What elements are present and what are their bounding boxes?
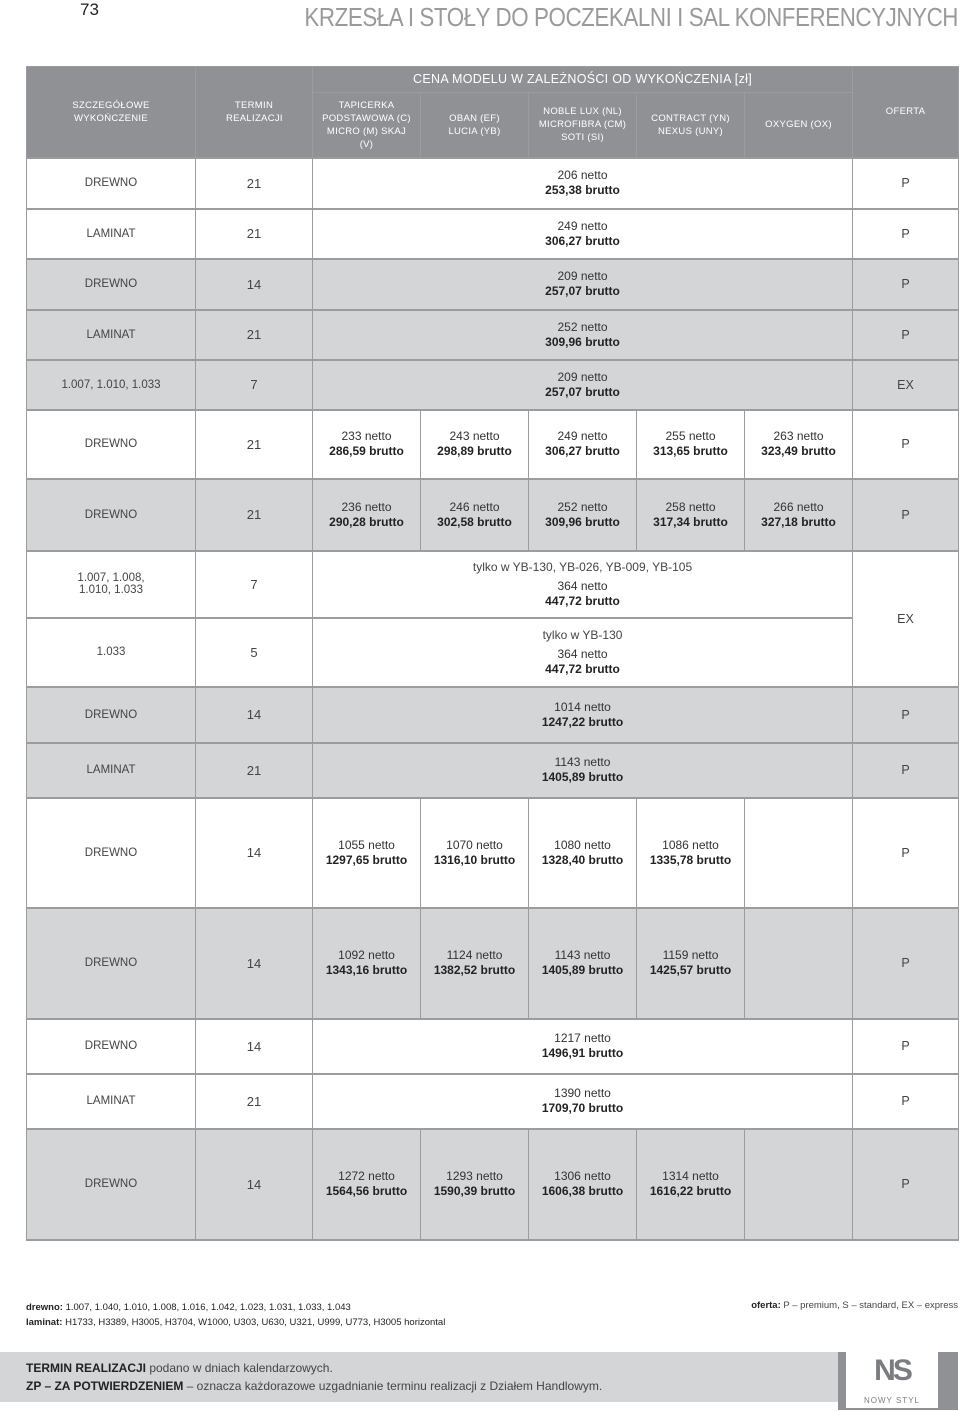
header-price-col: CONTRACT (YN) NEXUS (UNY) xyxy=(637,93,745,158)
table-row xyxy=(27,259,959,310)
header-offer: OFERTA xyxy=(853,67,959,158)
table-row xyxy=(27,479,959,551)
price-cell xyxy=(745,908,853,1019)
price-cell xyxy=(313,259,853,310)
finish-cell: LAMINAT xyxy=(27,310,196,360)
price-cell xyxy=(529,908,637,1019)
price-cell xyxy=(529,410,637,479)
page-title: KRZESŁA I STOŁY DO POCZEKALNI I SAL KONFERENCYJNYCH xyxy=(304,2,958,32)
price-net: 364 netto xyxy=(557,578,608,593)
price-cell xyxy=(313,1074,853,1129)
price-gross: 1316,10 brutto xyxy=(433,852,516,867)
price-gross: 323,49 brutto xyxy=(761,444,836,458)
offer-cell: P xyxy=(853,410,959,479)
price-gross: 1382,52 brutto xyxy=(433,963,516,977)
legend-label: laminat: xyxy=(26,1317,63,1328)
price-cell xyxy=(745,410,853,479)
header-price-col: OXYGEN (OX) xyxy=(745,93,853,158)
price-net: 249 netto xyxy=(557,218,608,233)
price-cell xyxy=(529,479,637,551)
term-cell: 14 xyxy=(196,1129,313,1240)
footer-line-1 xyxy=(26,1361,333,1375)
footer-note xyxy=(0,1352,922,1402)
price-net: 1070 netto xyxy=(446,837,503,852)
price-net: 1080 netto xyxy=(554,837,611,852)
price-gross: 1328,40 brutto xyxy=(541,852,624,867)
price-cell xyxy=(421,410,529,479)
price-cell xyxy=(529,1129,637,1240)
term-cell: 14 xyxy=(196,259,313,310)
finish-cell: DREWNO xyxy=(27,1129,196,1240)
term-cell: 21 xyxy=(196,743,313,798)
page-number: 73 xyxy=(80,0,99,19)
legend-offer xyxy=(751,1300,958,1311)
term-cell: 14 xyxy=(196,687,313,743)
table-row xyxy=(27,410,959,479)
price-net: 266 netto xyxy=(773,499,824,514)
price-cell xyxy=(421,1129,529,1240)
price-gross: 1405,89 brutto xyxy=(541,770,624,784)
price-net: 1086 netto xyxy=(662,837,719,852)
price-gross: 290,28 brutto xyxy=(329,514,404,529)
header-finish: SZCZEGÓŁOWE WYKOŃCZENIE xyxy=(27,67,196,158)
price-net: 263 netto xyxy=(773,429,824,443)
footer-line-2 xyxy=(26,1379,602,1393)
price-net: 252 netto xyxy=(557,499,608,514)
price-gross: 313,65 brutto xyxy=(653,444,728,458)
price-net: 206 netto xyxy=(557,168,608,182)
footer-text: – oznacza każdorazowe uzgadnianie terminu realizacji z Działem Handlowym. xyxy=(183,1379,603,1393)
price-cell xyxy=(421,479,529,551)
price-cell xyxy=(421,908,529,1019)
term-cell: 21 xyxy=(196,158,313,209)
legend-label: oferta: xyxy=(751,1300,781,1311)
legend-drewno xyxy=(26,1300,445,1315)
term-cell: 21 xyxy=(196,1074,313,1129)
term-cell: 7 xyxy=(196,360,313,410)
price-gross: 302,58 brutto xyxy=(437,514,512,529)
price-cell xyxy=(637,479,745,551)
logo-mark: NS xyxy=(874,1354,910,1387)
price-gross: 1343,16 brutto xyxy=(325,963,408,977)
price-gross: 1496,91 brutto xyxy=(541,1046,624,1060)
offer-cell: P xyxy=(853,1129,959,1240)
price-gross: 317,34 brutto xyxy=(653,514,728,529)
price-net: 233 netto xyxy=(341,429,392,443)
price-net: 236 netto xyxy=(341,499,392,514)
finish-cell: DREWNO xyxy=(27,479,196,551)
offer-cell: P xyxy=(853,1074,959,1129)
price-gross: 286,59 brutto xyxy=(329,444,404,458)
logo-text: NOWY STYL xyxy=(864,1396,920,1405)
price-cell xyxy=(637,908,745,1019)
price-cell xyxy=(313,1129,421,1240)
term-cell: 14 xyxy=(196,798,313,908)
price-gross: 1335,78 brutto xyxy=(649,852,732,867)
legend-label: drewno: xyxy=(26,1302,63,1313)
price-cell xyxy=(313,479,421,551)
price-net: 1055 netto xyxy=(338,837,395,852)
price-net: 249 netto xyxy=(557,429,608,443)
header-price-group: CENA MODELU W ZALEŻNOŚCI OD WYKOŃCZENIA [zł] xyxy=(313,67,853,93)
finish-cell: DREWNO xyxy=(27,410,196,479)
footer-bold: ZP – ZA POTWIERDZENIEM xyxy=(26,1379,184,1393)
offer-cell: P xyxy=(853,158,959,209)
term-cell: 21 xyxy=(196,310,313,360)
price-cell xyxy=(313,798,421,908)
price-gross: 1606,38 brutto xyxy=(541,1184,624,1198)
footer-text: podano w dniach kalendarzowych. xyxy=(146,1361,333,1375)
price-gross: 1425,57 brutto xyxy=(649,963,732,977)
finish-cell: DREWNO xyxy=(27,158,196,209)
finish-cell: DREWNO xyxy=(27,908,196,1019)
price-cell xyxy=(637,798,745,908)
price-gross: 1247,22 brutto xyxy=(541,714,624,729)
price-cell xyxy=(313,1019,853,1074)
price-gross: 306,27 brutto xyxy=(545,444,620,458)
table-row xyxy=(27,1019,959,1074)
price-cell xyxy=(313,743,853,798)
term-cell: 21 xyxy=(196,209,313,259)
price-gross: 1564,56 brutto xyxy=(325,1184,408,1198)
price-net: 1092 netto xyxy=(338,948,395,962)
price-net: 209 netto xyxy=(557,269,608,283)
header-price-col: TAPICERKA PODSTAWOWA (C) MICRO (M) SKAJ (V) xyxy=(313,93,421,158)
price-cell xyxy=(421,798,529,908)
finish-cell: LAMINAT xyxy=(27,743,196,798)
price-net: 1306 netto xyxy=(554,1169,611,1183)
price-note: tylko w YB-130, YB-026, YB-009, YB-105 xyxy=(472,559,693,574)
table-row xyxy=(27,551,959,618)
price-cell xyxy=(313,310,853,360)
price-gross: 309,96 brutto xyxy=(545,334,620,349)
offer-cell: P xyxy=(853,259,959,310)
price-net: 252 netto xyxy=(557,319,608,334)
price-net: 1143 netto xyxy=(554,948,611,962)
table-row xyxy=(27,1074,959,1129)
nowy-styl-logo xyxy=(838,1352,958,1410)
term-cell: 7 xyxy=(196,551,313,618)
offer-cell: EX xyxy=(853,551,959,687)
price-net: 243 netto xyxy=(449,429,500,443)
price-cell xyxy=(637,1129,745,1240)
header-price-col: NOBLE LUX (NL) MICROFIBRA (CM) SOTI (SI) xyxy=(529,93,637,158)
price-cell xyxy=(313,410,421,479)
price-cell xyxy=(313,158,853,209)
offer-cell: P xyxy=(853,908,959,1019)
price-gross: 1590,39 brutto xyxy=(433,1184,516,1198)
table-row xyxy=(27,209,959,259)
price-net: 1314 netto xyxy=(662,1169,719,1183)
offer-cell: P xyxy=(853,798,959,908)
term-cell: 14 xyxy=(196,1019,313,1074)
price-net: 258 netto xyxy=(665,499,716,514)
finish-cell: DREWNO xyxy=(27,687,196,743)
price-net: 364 netto xyxy=(557,646,608,661)
offer-cell: P xyxy=(853,743,959,798)
price-cell xyxy=(313,209,853,259)
price-cell xyxy=(745,798,853,908)
finish-cell: 1.033 xyxy=(27,618,196,687)
price-gross: 1405,89 brutto xyxy=(541,963,624,977)
finish-cell: DREWNO xyxy=(27,259,196,310)
price-gross: 327,18 brutto xyxy=(761,514,836,529)
term-cell: 21 xyxy=(196,479,313,551)
finish-cell: DREWNO xyxy=(27,1019,196,1074)
price-gross: 253,38 brutto xyxy=(545,183,620,197)
price-net: 1217 netto xyxy=(554,1031,611,1045)
price-cell xyxy=(529,798,637,908)
footer-bold: TERMIN REALIZACJI xyxy=(26,1361,146,1375)
price-note: tylko w YB-130 xyxy=(542,627,623,642)
finish-cell: LAMINAT xyxy=(27,1074,196,1129)
offer-cell: P xyxy=(853,209,959,259)
price-gross: 309,96 brutto xyxy=(545,514,620,529)
price-gross: 257,07 brutto xyxy=(545,284,620,298)
table-row xyxy=(27,743,959,798)
price-net: 1272 netto xyxy=(338,1169,395,1183)
finish-cell: LAMINAT xyxy=(27,209,196,259)
price-cell xyxy=(313,687,853,743)
offer-cell: P xyxy=(853,687,959,743)
price-net: 1159 netto xyxy=(662,948,719,962)
table-row xyxy=(27,310,959,360)
table-row xyxy=(27,618,959,687)
price-gross: 1297,65 brutto xyxy=(325,852,408,867)
price-cell xyxy=(313,360,853,410)
table-row xyxy=(27,158,959,209)
finish-cell: 1.007, 1.008, 1.010, 1.033 xyxy=(27,551,196,618)
finish-cell: 1.007, 1.010, 1.033 xyxy=(27,360,196,410)
price-net: 209 netto xyxy=(557,369,608,384)
table-row xyxy=(27,360,959,410)
term-cell: 14 xyxy=(196,908,313,1019)
price-net: 1390 netto xyxy=(554,1086,611,1100)
price-gross: 447,72 brutto xyxy=(545,593,620,608)
legend-values: P – premium, S – standard, EX – express xyxy=(780,1300,958,1311)
offer-cell: EX xyxy=(853,360,959,410)
price-gross: 1616,22 brutto xyxy=(649,1184,732,1198)
price-gross: 306,27 brutto xyxy=(545,233,620,248)
price-net: 1143 netto xyxy=(554,755,611,769)
price-net: 1014 netto xyxy=(554,699,611,714)
offer-cell: P xyxy=(853,479,959,551)
legend-values: 1.007, 1.040, 1.010, 1.008, 1.016, 1.042, 1.023, 1.031, 1.033, 1.043 xyxy=(62,1302,351,1313)
legend xyxy=(26,1300,445,1330)
header-term: TERMIN REALIZACJI xyxy=(196,67,313,158)
table-row xyxy=(27,798,959,908)
price-net: 1293 netto xyxy=(446,1169,503,1183)
price-gross: 447,72 brutto xyxy=(545,661,620,676)
table-row xyxy=(27,1129,959,1240)
price-gross: 1709,70 brutto xyxy=(541,1101,624,1115)
price-cell xyxy=(313,908,421,1019)
price-cell xyxy=(313,618,853,687)
legend-values: H1733, H3389, H3005, H3704, W1000, U303, U630, U321, U999, U773, H3005 horizontal xyxy=(62,1317,446,1328)
price-gross: 257,07 brutto xyxy=(545,384,620,399)
offer-cell: P xyxy=(853,310,959,360)
table-row xyxy=(27,908,959,1019)
offer-cell: P xyxy=(853,1019,959,1074)
price-gross: 298,89 brutto xyxy=(437,444,512,458)
finish-cell: DREWNO xyxy=(27,798,196,908)
term-cell: 5 xyxy=(196,618,313,687)
price-table xyxy=(26,66,959,1241)
price-net: 255 netto xyxy=(665,429,716,443)
price-cell xyxy=(637,410,745,479)
price-cell xyxy=(313,551,853,618)
header-price-col: OBAN (EF) LUCIA (YB) xyxy=(421,93,529,158)
price-cell xyxy=(745,479,853,551)
term-cell: 21 xyxy=(196,410,313,479)
table-row xyxy=(27,687,959,743)
price-net: 246 netto xyxy=(449,499,500,514)
price-cell xyxy=(745,1129,853,1240)
price-net: 1124 netto xyxy=(446,948,503,962)
legend-laminat xyxy=(26,1315,445,1330)
